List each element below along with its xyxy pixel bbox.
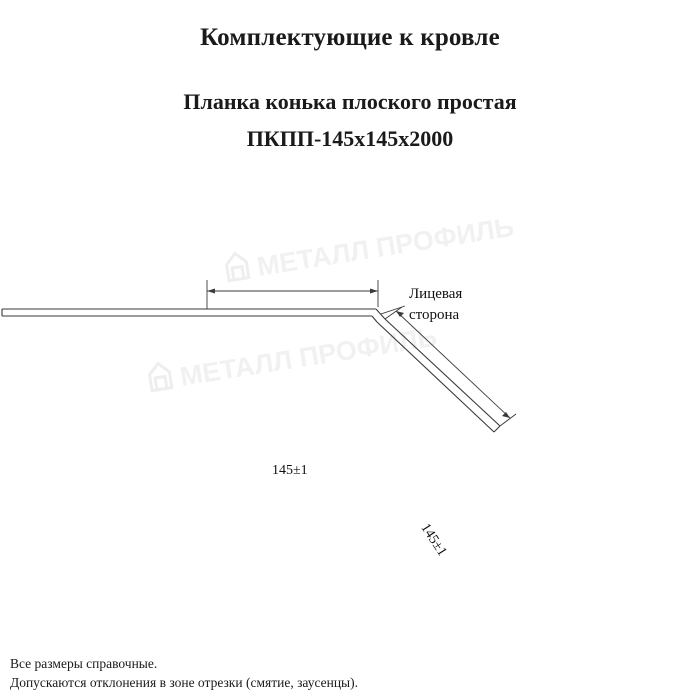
footer-notes: [10, 654, 690, 692]
arrow-right: [370, 289, 378, 294]
face-side-label: [409, 284, 462, 326]
profile-diagonal-inner: [377, 322, 494, 432]
profile-bend-inner: [372, 316, 377, 322]
arrow-left: [207, 289, 215, 294]
title-block: [0, 0, 700, 152]
dim-line-diagonal: [396, 311, 510, 418]
technical-drawing: [0, 180, 700, 560]
product-code: ПКПП-145x145x2000: [246, 126, 454, 151]
dimension-top-label: 145±1: [272, 463, 308, 478]
face-side-label-line1: Лицевая: [409, 286, 463, 302]
profile-diagonal-outer: [385, 319, 500, 426]
dimension-top-group: [207, 280, 378, 309]
arrow-diag-top: [396, 311, 404, 317]
footer-note-1: Все размеры справочные.: [10, 656, 158, 671]
product-name: Планка конька плоского простая: [183, 89, 517, 114]
page-title: Комплектующие к кровле: [200, 24, 500, 51]
face-side-label-line2: сторона: [409, 307, 460, 323]
svg-text:МЕТАЛЛ ПРОФИЛЬ: МЕТАЛЛ ПРОФИЛЬ: [177, 321, 439, 392]
drawing-svg: [0, 180, 700, 500]
profile-diagonal-end: [494, 426, 500, 432]
dimension-diagonal-label: 145±1: [417, 521, 450, 560]
profile-bend-outer: [376, 309, 385, 319]
svg-text:МЕТАЛЛ ПРОФИЛЬ: МЕТАЛЛ ПРОФИЛЬ: [254, 211, 516, 282]
footer-note-2: Допускаются отклонения в зоне отрезки (смятие, заусенцы).: [10, 675, 359, 690]
arrow-diag-bottom: [502, 412, 510, 418]
